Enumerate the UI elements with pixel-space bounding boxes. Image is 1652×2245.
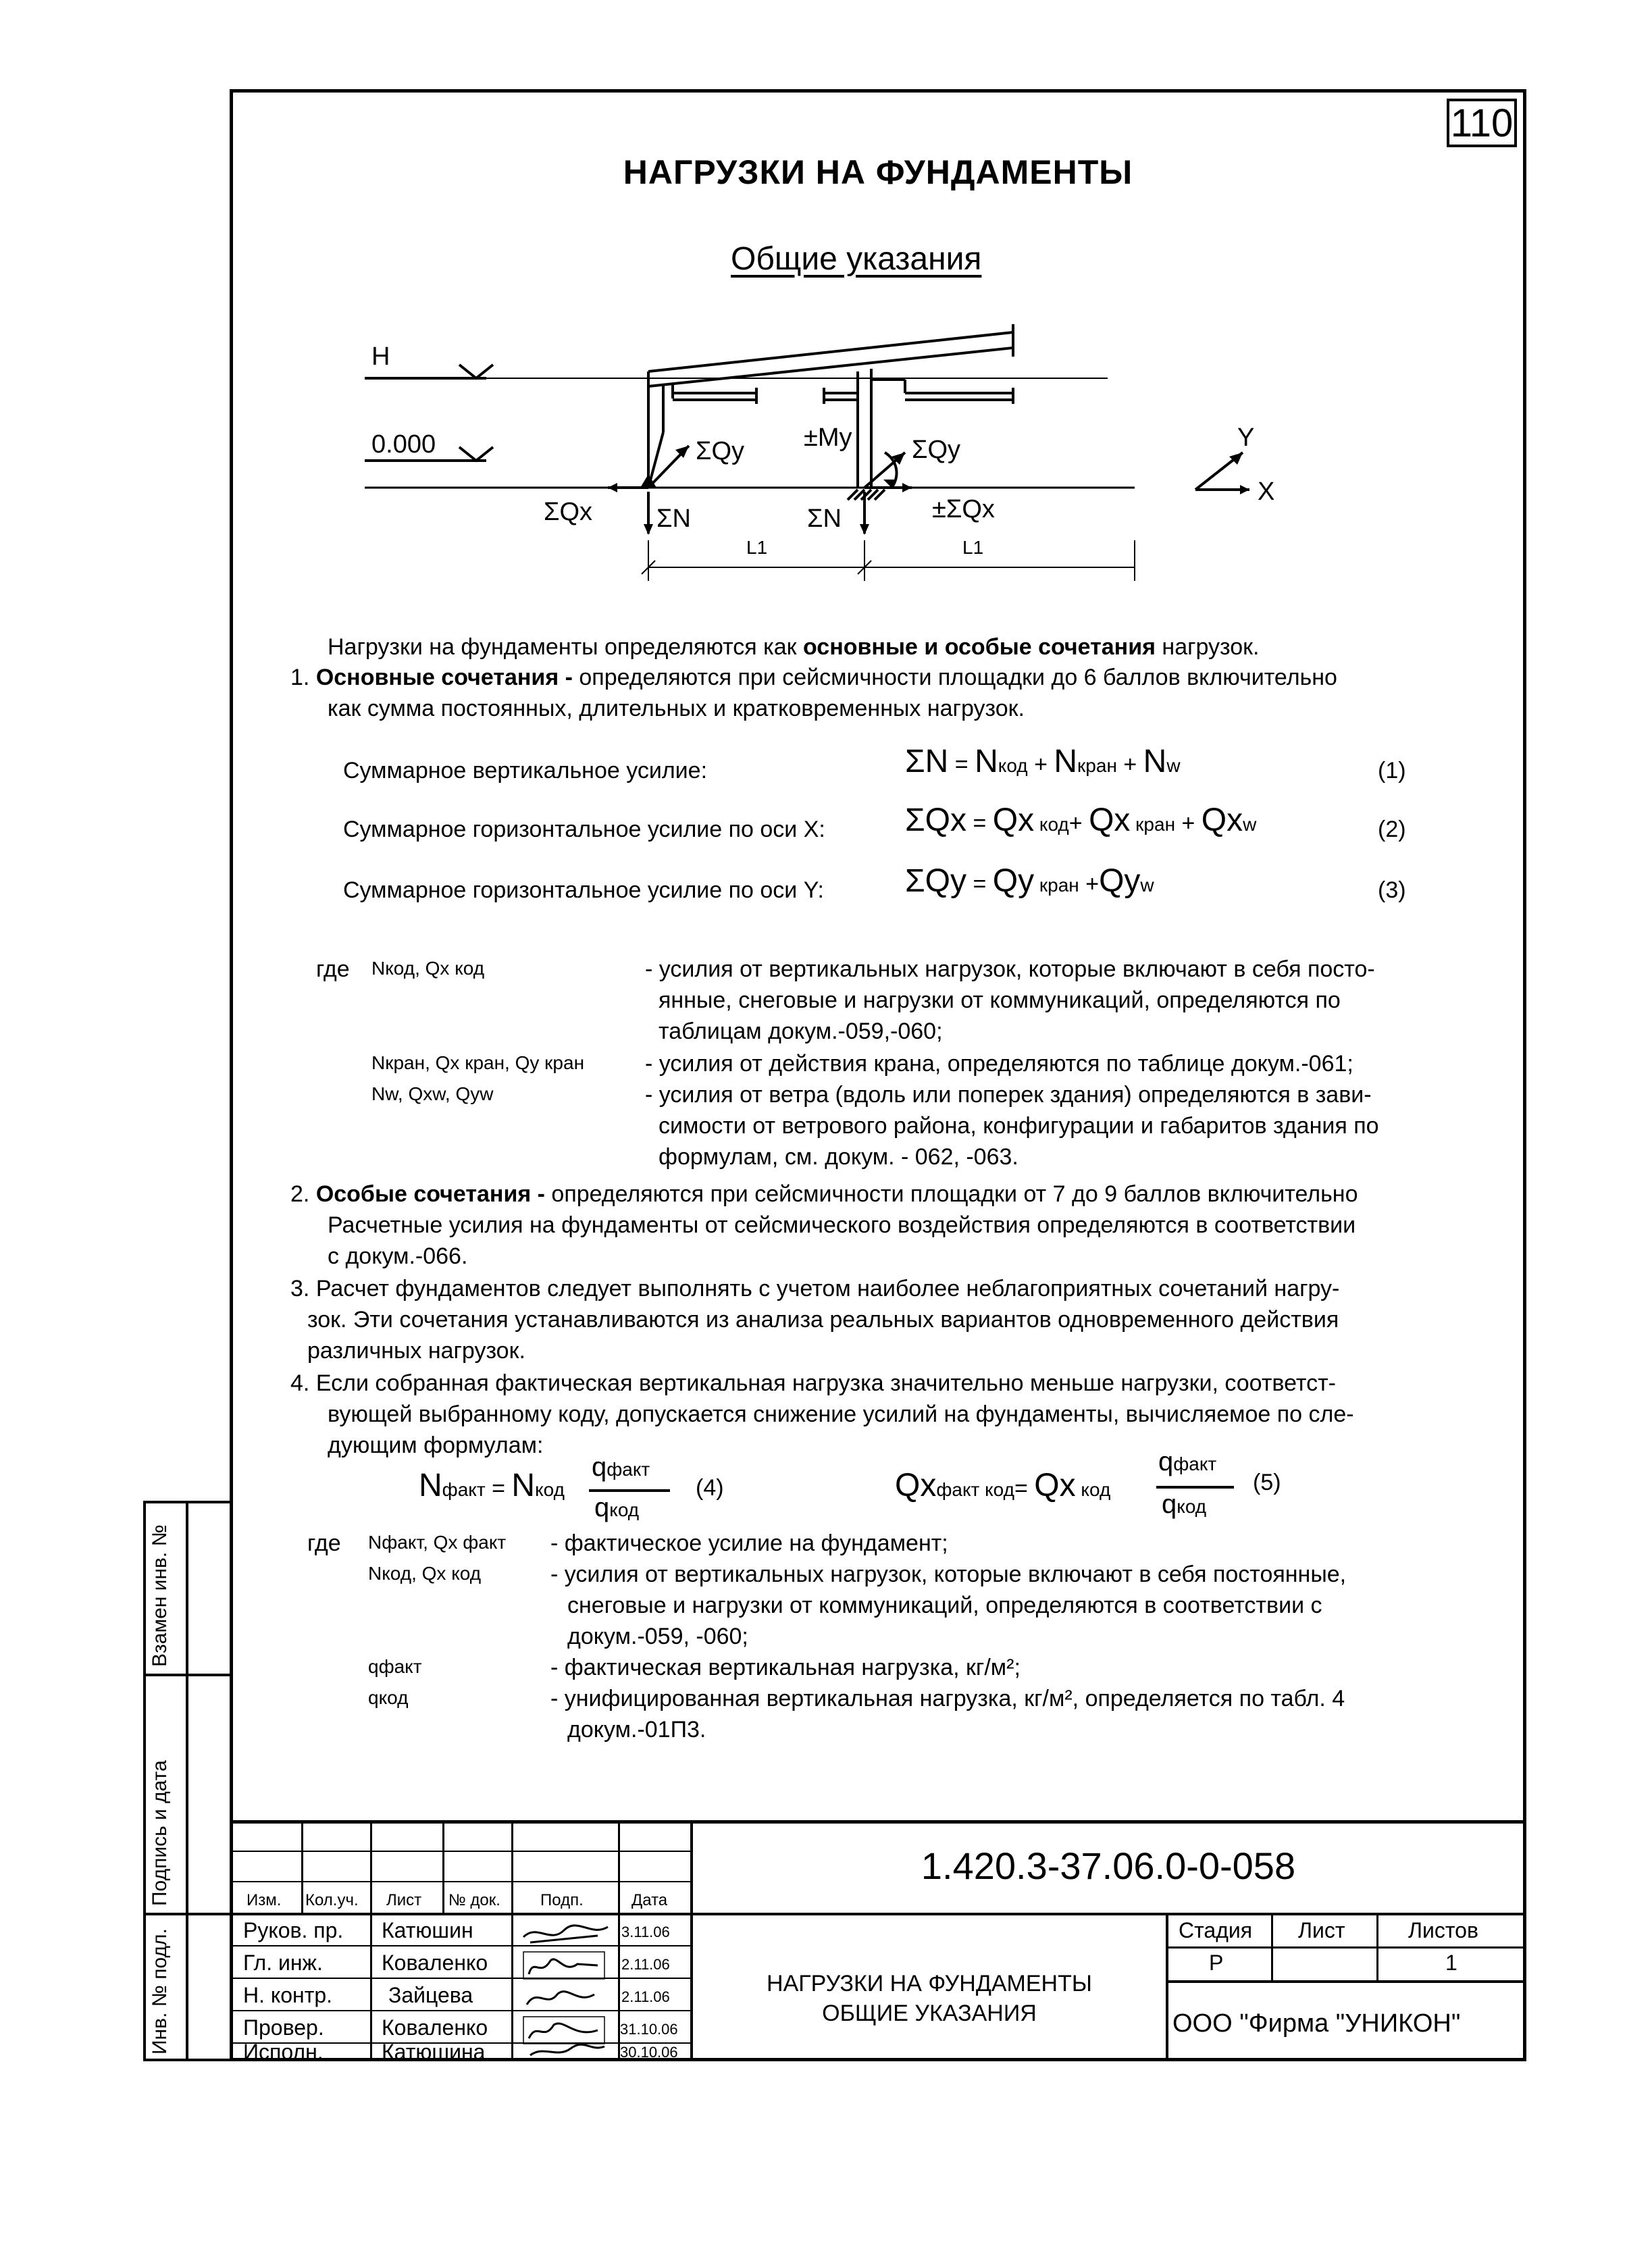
formula3-number: (3) <box>1378 877 1406 903</box>
where1-desc-1b: янные, снеговые и нагрузки от коммуникаций, определяются по <box>659 987 1341 1013</box>
tb-role-1: Руков. пр. <box>243 1918 344 1942</box>
tb-date-2: 2.11.06 <box>621 1956 670 1973</box>
where2-sym-4: qкод <box>368 1687 409 1708</box>
item1-line2: как сумма постоянных, длительных и кратковременных нагрузок. <box>328 696 1025 721</box>
label-l1-a: L1 <box>746 537 768 558</box>
tb-date-1: 3.11.06 <box>621 1924 670 1940</box>
tb-sheets-label: Листов <box>1408 1918 1478 1942</box>
formula1-label: Суммарное вертикальное усилие: <box>343 758 708 783</box>
side-stamp-divider <box>186 1501 188 2061</box>
side-vzamen: Взамен инв. № <box>149 1524 171 1667</box>
where2-desc-1: - фактическое усилие на фундамент; <box>550 1530 948 1556</box>
document-code: 1.420.3-37.06.0-0-058 <box>921 1844 1296 1887</box>
formula2-label: Суммарное горизонтальное усилие по оси X: <box>343 817 825 842</box>
label-sqy-right: ΣQy <box>912 436 961 464</box>
tb-header-data: Дата <box>631 1891 668 1909</box>
tb-name-1: Катюшин <box>382 1918 473 1942</box>
where2-gde: где <box>307 1530 341 1556</box>
tb-date-5: 30.10.06 <box>620 2044 678 2061</box>
label-sn-right: ΣN <box>807 505 842 533</box>
doc-title: НАГРУЗКИ НА ФУНДАМЕНТЫ ОБЩИЕ УКАЗАНИЯ <box>767 1971 1092 2026</box>
item3-line2: зок. Эти сочетания устанавливаются из анализа реальных вариантов одновременного действия <box>307 1307 1339 1333</box>
frame-diagram <box>351 317 1337 588</box>
where2-desc-3: - фактическая вертикальная нагрузка, кг/м²; <box>550 1655 1021 1680</box>
formula1-number: (1) <box>1378 758 1406 783</box>
side-podpis: Подпись и дата <box>149 1760 171 1906</box>
where1-desc-3b: симости от ветрового района, конфигурации и габаритов здания по <box>659 1113 1379 1139</box>
item2-line1: 2. Особые сочетания - определяются при сейсмичности площадки от 7 до 9 баллов включительно <box>290 1181 1358 1207</box>
tb-stage-label: Стадия <box>1179 1918 1253 1942</box>
intro-paragraph: Нагрузки на фундаменты определяются как основные и особые сочетания нагрузок. <box>328 634 1260 660</box>
label-h: Н <box>371 342 390 371</box>
formula4-numerator: qфакт <box>592 1452 650 1482</box>
item2-line2: Расчетные усилия на фундаменты от сейсмического воздействия определяются в соответствии <box>328 1212 1356 1238</box>
where2-desc-2b: снеговые и нагрузки от коммуникаций, определяются в соответствии с <box>567 1593 1322 1618</box>
tb-sheet-label: Лист <box>1298 1918 1345 1942</box>
formula2-number: (2) <box>1378 817 1406 842</box>
where1-desc-1a: - усилия от вертикальных нагрузок, которые включают в себя посто- <box>645 956 1375 982</box>
sheet-number: 110 <box>1447 99 1517 147</box>
where1-desc-2: - усилия от действия крана, определяются по таблице докум.-061; <box>645 1051 1353 1077</box>
tb-sheets-value: 1 <box>1445 1951 1457 1975</box>
formula4-fraction-bar <box>589 1489 670 1492</box>
tb-date-3: 2.11.06 <box>621 1988 670 2005</box>
tb-role-3: Н. контр. <box>243 1983 333 2007</box>
formula3-label: Суммарное горизонтальное усилие по оси Y: <box>343 877 824 903</box>
tb-role-4: Провер. <box>243 2015 324 2040</box>
where1-desc-3a: - усилия от ветра (вдоль или поперек здания) определяются в зави- <box>645 1082 1372 1108</box>
where2-desc-4a: - унифицированная вертикальная нагрузка, кг/м², определяется по табл. 4 <box>550 1686 1345 1711</box>
signatures <box>517 1917 615 2059</box>
label-my: ±My <box>804 423 852 452</box>
side-inv: Инв. № подл. <box>149 1928 171 2055</box>
tb-name-3: Зайцева <box>388 1983 473 2007</box>
item3-line1: 3. Расчет фундаментов следует выполнять с учетом наиболее неблагоприятных сочетаний нагру- <box>290 1276 1340 1301</box>
where1-sym-2: Nкран, Qx кран, Qy кран <box>371 1052 585 1073</box>
where1-desc-3c: формулам, см. докум. - 062, -063. <box>659 1144 1018 1170</box>
label-sqx-right: ±ΣQx <box>932 495 995 523</box>
tb-date-4: 31.10.06 <box>620 2021 678 2038</box>
item4-line1: 4. Если собранная фактическая вертикальная нагрузка значительно меньше нагрузки, соответст- <box>290 1370 1336 1396</box>
label-l1-b: L1 <box>962 537 984 558</box>
where2-desc-2c: докум.-059, -060; <box>567 1624 748 1649</box>
label-sqx-left: ΣQx <box>544 498 593 526</box>
formula4-lhs: Nфакт = Nкод <box>419 1468 565 1503</box>
where1-gde: где <box>316 956 350 982</box>
where2-desc-2a: - усилия от вертикальных нагрузок, которые включают в себя постоянные, <box>550 1562 1347 1587</box>
where2-desc-4b: докум.-01П3. <box>567 1717 706 1743</box>
formula5-fraction-bar <box>1156 1486 1234 1489</box>
label-zero: 0.000 <box>371 430 436 459</box>
item3-line3: различных нагрузок. <box>307 1338 525 1364</box>
item2-line3: с докум.-066. <box>328 1243 468 1269</box>
formula5-number: (5) <box>1253 1470 1281 1495</box>
formula4-denominator: qкод <box>594 1493 640 1522</box>
item1-line1: 1. Основные сочетания - определяются при сейсмичности площадки до 6 баллов включительно <box>290 665 1337 690</box>
formula4-number: (4) <box>696 1475 724 1501</box>
axis-x-label: X <box>1258 478 1275 506</box>
formula2: ΣQx = Qx код+ Qx кран + Qxw <box>905 802 1257 838</box>
axis-y-label: Y <box>1237 423 1255 452</box>
formula1: ΣN = Nкод + Nкран + Nw <box>905 744 1181 779</box>
where1-sym-3: Nw, Qxw, Qyw <box>371 1083 494 1104</box>
label-sqy-left: ΣQy <box>696 437 745 465</box>
formula3: ΣQy = Qy кран +Qyw <box>905 863 1154 899</box>
tb-name-2: Коваленко <box>382 1951 488 1975</box>
formula5-denominator: qкод <box>1162 1489 1207 1519</box>
tb-stage-value: Р <box>1209 1951 1224 1975</box>
item4-line3: дующим формулам: <box>328 1433 544 1458</box>
item4-line2: вующей выбранному коду, допускается снижение усилий на фундаменты, вычисляемое по сле- <box>328 1401 1354 1427</box>
where2-sym-2: Nкод, Qx код <box>368 1563 482 1584</box>
formula5-numerator: qфакт <box>1158 1447 1217 1476</box>
label-sn-left: ΣN <box>656 505 691 533</box>
tb-header-izm: Изм. <box>247 1891 282 1909</box>
where1-desc-1c: таблицам докум.-059,-060; <box>659 1018 943 1044</box>
tb-name-5: Катюшина <box>382 2040 486 2064</box>
tb-header-kolich: Кол.уч. <box>305 1891 359 1909</box>
tb-header-podp: Подп. <box>540 1891 584 1909</box>
tb-role-2: Гл. инж. <box>243 1951 323 1975</box>
title-block-top-line <box>230 1820 1526 1824</box>
tb-header-list: Лист <box>386 1891 422 1909</box>
where2-sym-3: qфакт <box>368 1656 422 1677</box>
page-subtitle: Общие указания <box>731 241 982 277</box>
tb-name-4: Коваленко <box>382 2015 488 2040</box>
company-name: ООО "Фирма "УНИКОН" <box>1172 2009 1461 2038</box>
tb-header-ndok: № док. <box>448 1891 500 1909</box>
where1-sym-1: Nкод, Qx код <box>371 958 485 979</box>
where2-sym-1: Nфакт, Qx факт <box>368 1532 507 1553</box>
page-title: НАГРУЗКИ НА ФУНДАМЕНТЫ <box>623 153 1133 191</box>
formula5-lhs: Qxфакт код= Qx код <box>895 1468 1111 1503</box>
tb-role-5: Исполн. <box>243 2040 324 2064</box>
